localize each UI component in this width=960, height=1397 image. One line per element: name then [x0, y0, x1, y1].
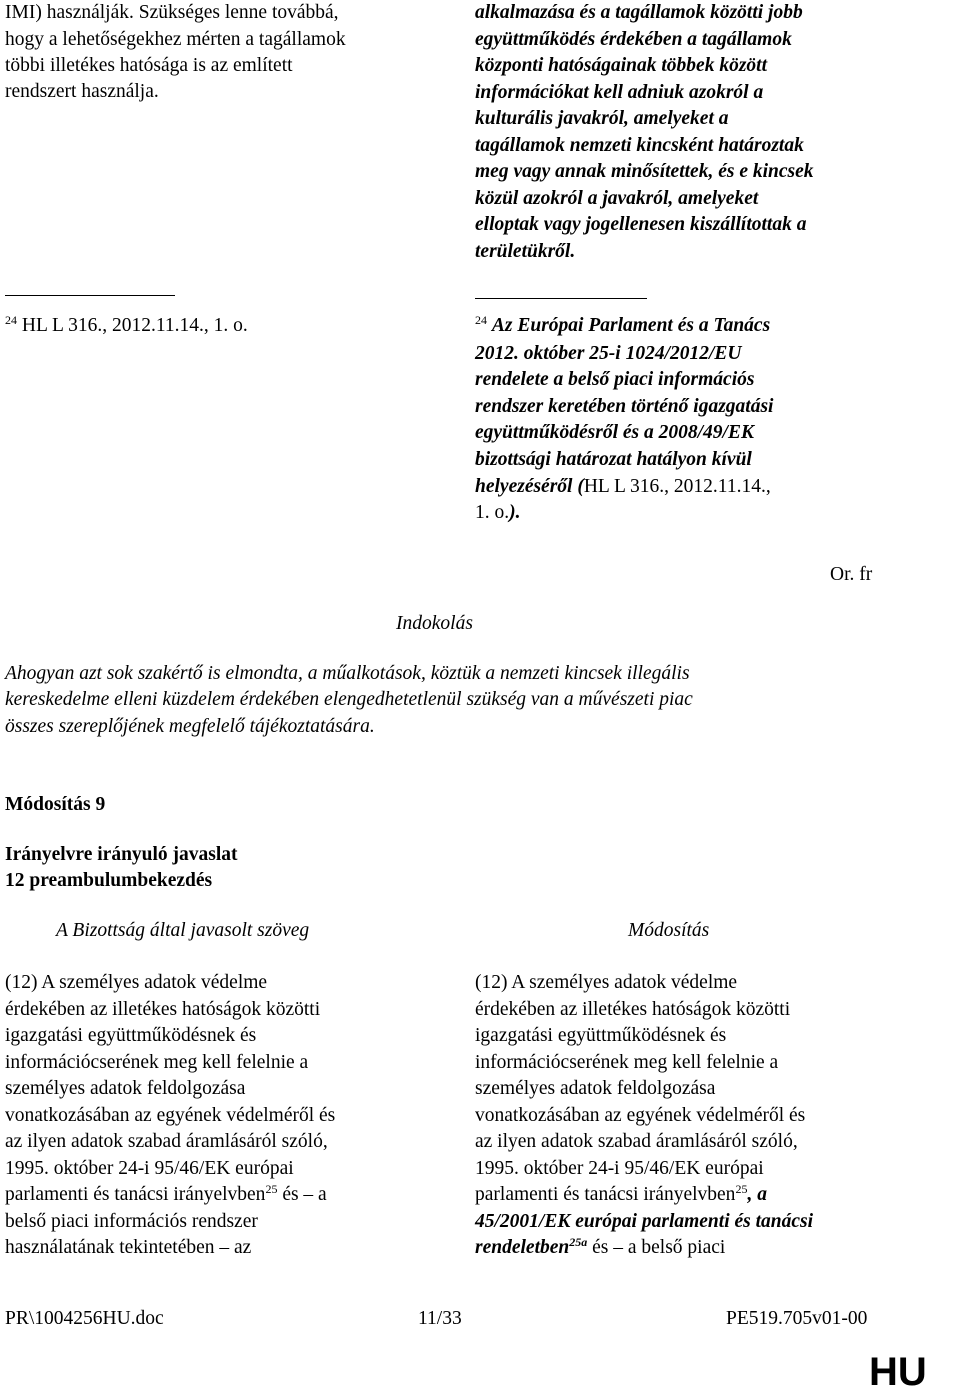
- text-line: közül azokról a javakról, amelyeket: [475, 188, 759, 209]
- column-heading-commission: A Bizottság által javasolt szöveg: [56, 920, 310, 941]
- footnote-left: [5, 313, 248, 336]
- text-line: meg vagy annak minősítettek, és e kincsek: [475, 161, 814, 182]
- text-segment: parlamenti és tanácsi irányelvben: [475, 1184, 736, 1205]
- text-line: központi hatóságainak többek között: [475, 55, 768, 76]
- text-line: vonatkozásában az egyének védelméről és: [475, 1105, 806, 1126]
- text-line: alkalmazása és a tagállamok közötti jobb: [475, 2, 803, 23]
- text-line: kulturális javakról, amelyeket a: [475, 108, 729, 129]
- text-line: IMI) használják. Szükséges lenne továbbá,: [5, 2, 339, 23]
- text-segment: ).: [509, 502, 521, 523]
- text-line: hogy a lehetőségekhez mérten a tagállamok: [5, 29, 346, 50]
- justification-heading: Indokolás: [396, 613, 473, 634]
- text-line: érdekében az illetékes hatóságok közötti: [475, 999, 791, 1020]
- text-line: kereskedelme elleni küzdelem érdekében elengedhetetlenül szükség van a művészeti piac: [5, 689, 693, 710]
- text-segment: parlamenti és tanácsi irányelvben: [5, 1184, 266, 1205]
- text-segment: , a: [747, 1184, 767, 1205]
- original-language-label: Or. fr: [830, 564, 873, 585]
- text-line: igazgatási együttműködésnek és: [5, 1025, 257, 1046]
- footnote-ref: 25: [265, 1182, 278, 1196]
- text-line: (12) A személyes adatok védelme: [475, 972, 738, 993]
- footer-language-code: HU: [869, 1350, 927, 1394]
- text-line: együttműködésről és a 2008/49/EK: [475, 422, 754, 443]
- footnote-number: 24: [475, 313, 487, 327]
- text-line: igazgatási együttműködésnek és: [475, 1025, 727, 1046]
- text-line: együttműködés érdekében a tagállamok: [475, 29, 792, 50]
- text-line: 2012. október 25-i 1024/2012/EU: [475, 343, 742, 364]
- text-line: többi illetékes hatósága is az említett: [5, 55, 293, 76]
- text-line: az ilyen adatok szabad áramlásáról szóló,: [475, 1131, 798, 1152]
- text-line: érdekében az illetékes hatóságok közötti: [5, 999, 321, 1020]
- text-line: [475, 313, 771, 336]
- text-line: [5, 1182, 327, 1205]
- text-line: [475, 503, 521, 523]
- text-line: 1995. október 24-i 95/46/EK európai: [475, 1158, 764, 1179]
- text-line: személyes adatok feldolgozása: [475, 1078, 716, 1099]
- text-line: 45/2001/EK európai parlamenti és tanácsi: [475, 1211, 814, 1232]
- text-line: bizottsági határozat hatályon kívül: [475, 449, 752, 470]
- text-line: területükről.: [475, 241, 576, 262]
- footnote-ref: 25a: [569, 1235, 588, 1249]
- text-line: összes szereplőjének megfelelő tájékoztatására.: [5, 716, 375, 737]
- footer-pe-ref: PE519.705v01-00: [726, 1308, 868, 1329]
- text-line: 1995. október 24-i 95/46/EK európai: [5, 1158, 294, 1179]
- text-line: információkat kell adniuk azokról a: [475, 82, 764, 103]
- column-heading-amendment: Módosítás: [628, 920, 710, 941]
- text-line: információcserének meg kell felelnie a: [475, 1052, 779, 1073]
- footer-page-number: 11/33: [418, 1308, 462, 1329]
- text-line: (12) A személyes adatok védelme: [5, 972, 268, 993]
- text-segment: 1. o.: [475, 502, 510, 523]
- recital-label: 12 preambulumbekezdés: [5, 870, 213, 891]
- text-line: Ahogyan azt sok szakértő is elmondta, a műalkotások, köztük a nemzeti kincsek illegális: [5, 663, 690, 684]
- text-segment: és – a belső piaci: [592, 1237, 726, 1258]
- text-line: rendszert használja.: [5, 81, 159, 102]
- text-line: tagállamok nemzeti kincsként határoztak: [475, 135, 804, 156]
- text-line: információcserének meg kell felelnie a: [5, 1052, 309, 1073]
- text-line: belső piaci információs rendszer: [5, 1211, 258, 1232]
- amendment-number: Módosítás 9: [5, 794, 106, 815]
- footnote-text: HL L 316., 2012.11.14., 1. o.: [21, 315, 248, 336]
- footnote-ref: 25: [735, 1182, 748, 1196]
- text-line: rendelete a belső piaci információs: [475, 369, 755, 390]
- footnote-separator: [5, 295, 175, 296]
- text-line: vonatkozásában az egyének védelméről és: [5, 1105, 336, 1126]
- text-line: elloptak vagy jogellenesen kiszállítottak a: [475, 214, 807, 235]
- text-segment: HL L 316., 2012.11.14.,: [583, 476, 771, 497]
- footnote-number: 24: [5, 313, 17, 327]
- text-line: [475, 477, 771, 497]
- text-line: [475, 1235, 726, 1258]
- footer-doc-ref: PR\1004256HU.doc: [5, 1308, 164, 1329]
- text-segment: és – a: [282, 1184, 327, 1205]
- footnote-separator: [475, 298, 647, 299]
- text-line: használatának tekintetében – az: [5, 1237, 252, 1258]
- text-line: rendszer keretében történő igazgatási: [475, 396, 774, 417]
- text-segment: helyezéséről (: [475, 476, 584, 497]
- text-line: az ilyen adatok szabad áramlásáról szóló,: [5, 1131, 328, 1152]
- text-segment: rendeletben: [475, 1237, 570, 1258]
- proposal-title: Irányelvre irányuló javaslat: [5, 844, 238, 865]
- text-line: személyes adatok feldolgozása: [5, 1078, 246, 1099]
- footnote-text: Az Európai Parlament és a Tanács: [491, 315, 771, 336]
- text-line: [475, 1182, 767, 1205]
